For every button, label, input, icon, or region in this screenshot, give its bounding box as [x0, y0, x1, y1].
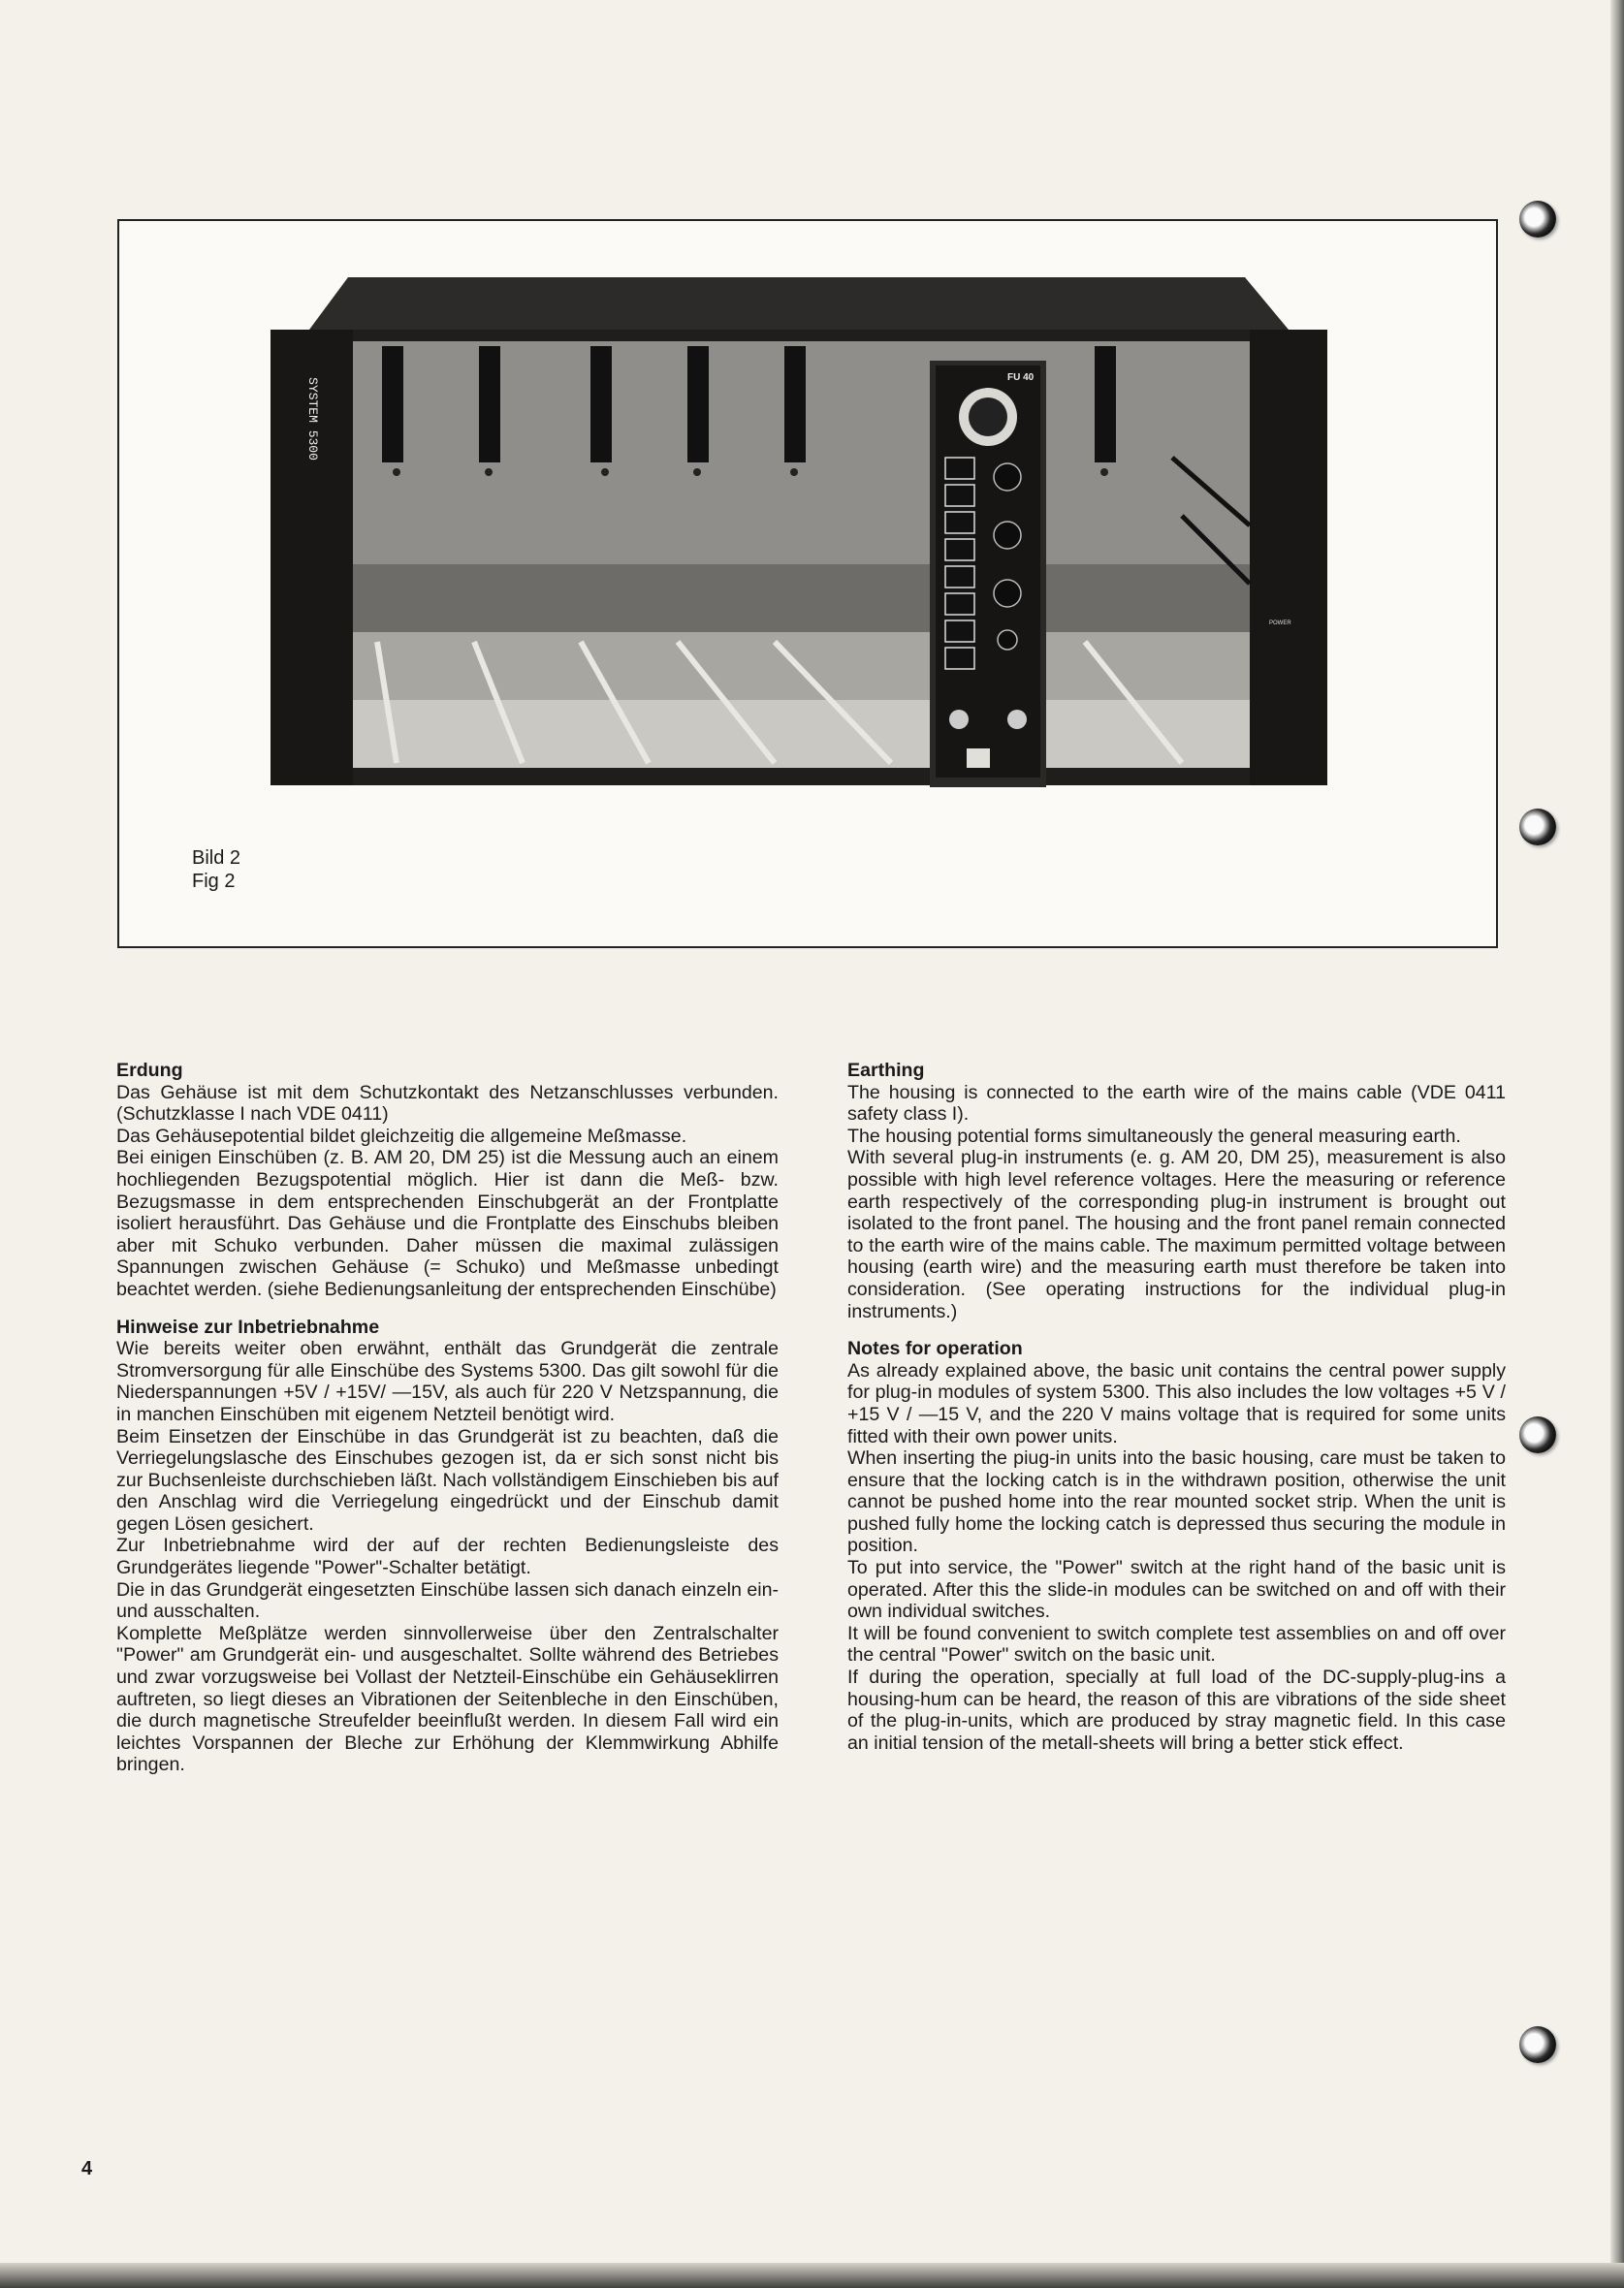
paragraph: Die in das Grundgerät eingesetzten Einschübe lassen sich danach einzeln ein- und ausschalten. [116, 1578, 779, 1623]
paragraph: As already explained above, the basic unit contains the central power supply for plug-in modules of system 5300. This also includes the low voltages +5 V / +15 V / —15 V, and the 220 V mains voltage that is required for some units fitted with their own power units. [847, 1359, 1506, 1447]
punch-hole-icon [1519, 2026, 1556, 2063]
paragraph: Zur Inbetriebnahme wird der auf der rechten Bedienungsleiste des Grundgerätes liegende "Power"-Schalter betätigt. [116, 1535, 779, 1579]
page-edge-shadow [1610, 0, 1624, 2288]
caption-en: Fig 2 [192, 871, 236, 892]
section-heading: Erdung [116, 1060, 183, 1081]
paragraph: Komplette Meßplätze werden sinnvollerweise über den Zentralschalter "Power" am Grundgerät ein- und ausgeschaltet. Sollte während des Betriebes und zwar vorzugsweise bei Vollast der Netzteil-Einschübe ein Gehäuseklirren auftreten, so liegt dieses an Vibrationen der Seitenbleche in den Einschüben, die durch magnetische Streufelder beeinflußt werden. In diesem Fall wird ein leichtes Vorspannen der Bleche zur Erhöhung der Klemmwirkung Abhilfe bringen. [116, 1622, 779, 1776]
paragraph: If during the operation, specially at full load of the DC-supply-plug-ins a housing-hum can be heard, the reason of this are vibrations of the side sheet of the plug-in-units, which are produced by stray magnetic field. In this case an initial tension of the metall-sheets will bring a better stick effect. [847, 1667, 1506, 1754]
caption-de: Bild 2 [192, 847, 241, 869]
paragraph: With several plug-in instruments (e. g. AM 20, DM 25), measurement is also possible with high level reference voltages. Here the measuring or reference earth respectively of the corresponding plug-in instrument is brought out isolated to the front panel. The housing and the front panel remain connected to the earth wire of the mains cable. The maximum permitted voltage between housing (earth wire) and the measuring earth must therefore be taken into consideration. (See operating instructions for the individual plug-in instruments.) [847, 1147, 1506, 1322]
paragraph: Beim Einsetzen der Einschübe in das Grundgerät ist zu beachten, daß die Verriegelungslasche des Einschubes gezogen ist, da er sich sonst nicht bis zur Buchsenleiste durchschieben läßt. Nach vollständigem Einschieben bis auf den Anschlag wird die Verriegelung eingedrückt und der Einschub damit gegen Lösen gesichert. [116, 1425, 779, 1535]
punch-hole-icon [1519, 1416, 1556, 1453]
unit-label: SYSTEM 5300 [305, 377, 320, 461]
section-heading: Earthing [847, 1060, 925, 1081]
punch-hole-icon [1519, 809, 1556, 845]
paragraph: When inserting the piug-in units into the basic housing, care must be taken to ensure that the locking catch is in the withdrawn position, otherwise the unit cannot be pushed home into the rear mounted socket strip. When the unit is pushed fully home the locking catch is depressed thus securing the module in position. [847, 1447, 1506, 1557]
paragraph: Bei einigen Einschüben (z. B. AM 20, DM 25) ist die Messung auch an einem hochliegenden Bezugspotential möglich. Hier ist dann die Meß- bzw. Bezugsmasse in dem entsprechenden Einschubgerät an der Frontplatte isoliert herausführt. Das Gehäuse und die Frontplatte des Einschubs bleiben aber mit Schuko verbunden. Daher müssen die maximal zulässigen Spannungen zwischen Gehäuse (= Schuko) und Meßmasse unbedingt beachtet werden. (siehe Bedienungsanleitung der entsprechenden Einschübe) [116, 1147, 779, 1300]
power-label: POWER [1269, 620, 1291, 626]
punch-hole-icon [1519, 201, 1556, 238]
paragraph: The housing is connected to the earth wire of the mains cable (VDE 0411 safety class I). [847, 1081, 1506, 1126]
module-label: FU 40 [1007, 372, 1035, 383]
paragraph: Das Gehäusepotential bildet gleichzeitig die allgemeine Meßmasse. [116, 1125, 687, 1147]
section-heading: Hinweise zur Inbetriebnahme [116, 1316, 380, 1338]
paragraph: Das Gehäuse ist mit dem Schutzkontakt des Netzanschlusses verbunden. (Schutzklasse I nach VDE 0411) [116, 1081, 779, 1126]
rack-photo [271, 273, 1327, 792]
paragraph: To put into service, the "Power" switch at the right hand of the basic unit is operated. After this the slide-in modules can be switched on and off with their own individual switches. [847, 1557, 1506, 1623]
english-column [847, 1060, 1506, 1754]
paragraph: Wie bereits weiter oben erwähnt, enthält das Grundgerät die zentrale Stromversorgung für alle Einschübe des Systems 5300. Das gilt sowohl für die Niederspannungen +5V / +15V/ —15V, als auch für 220 V Netzspannung, die in manchen Einschüben mit eigenem Netzteil benötigt wird. [116, 1338, 779, 1425]
page-number: 4 [81, 2158, 93, 2179]
paragraph: It will be found convenient to switch complete test assemblies on and off over the central "Power" switch on the basic unit. [847, 1622, 1506, 1667]
page-bottom-shadow [0, 2263, 1624, 2288]
figure-caption [192, 846, 240, 893]
section-heading: Notes for operation [847, 1338, 1023, 1360]
german-column [116, 1060, 779, 1776]
paragraph: The housing potential forms simultaneously the general measuring earth. [847, 1125, 1461, 1147]
